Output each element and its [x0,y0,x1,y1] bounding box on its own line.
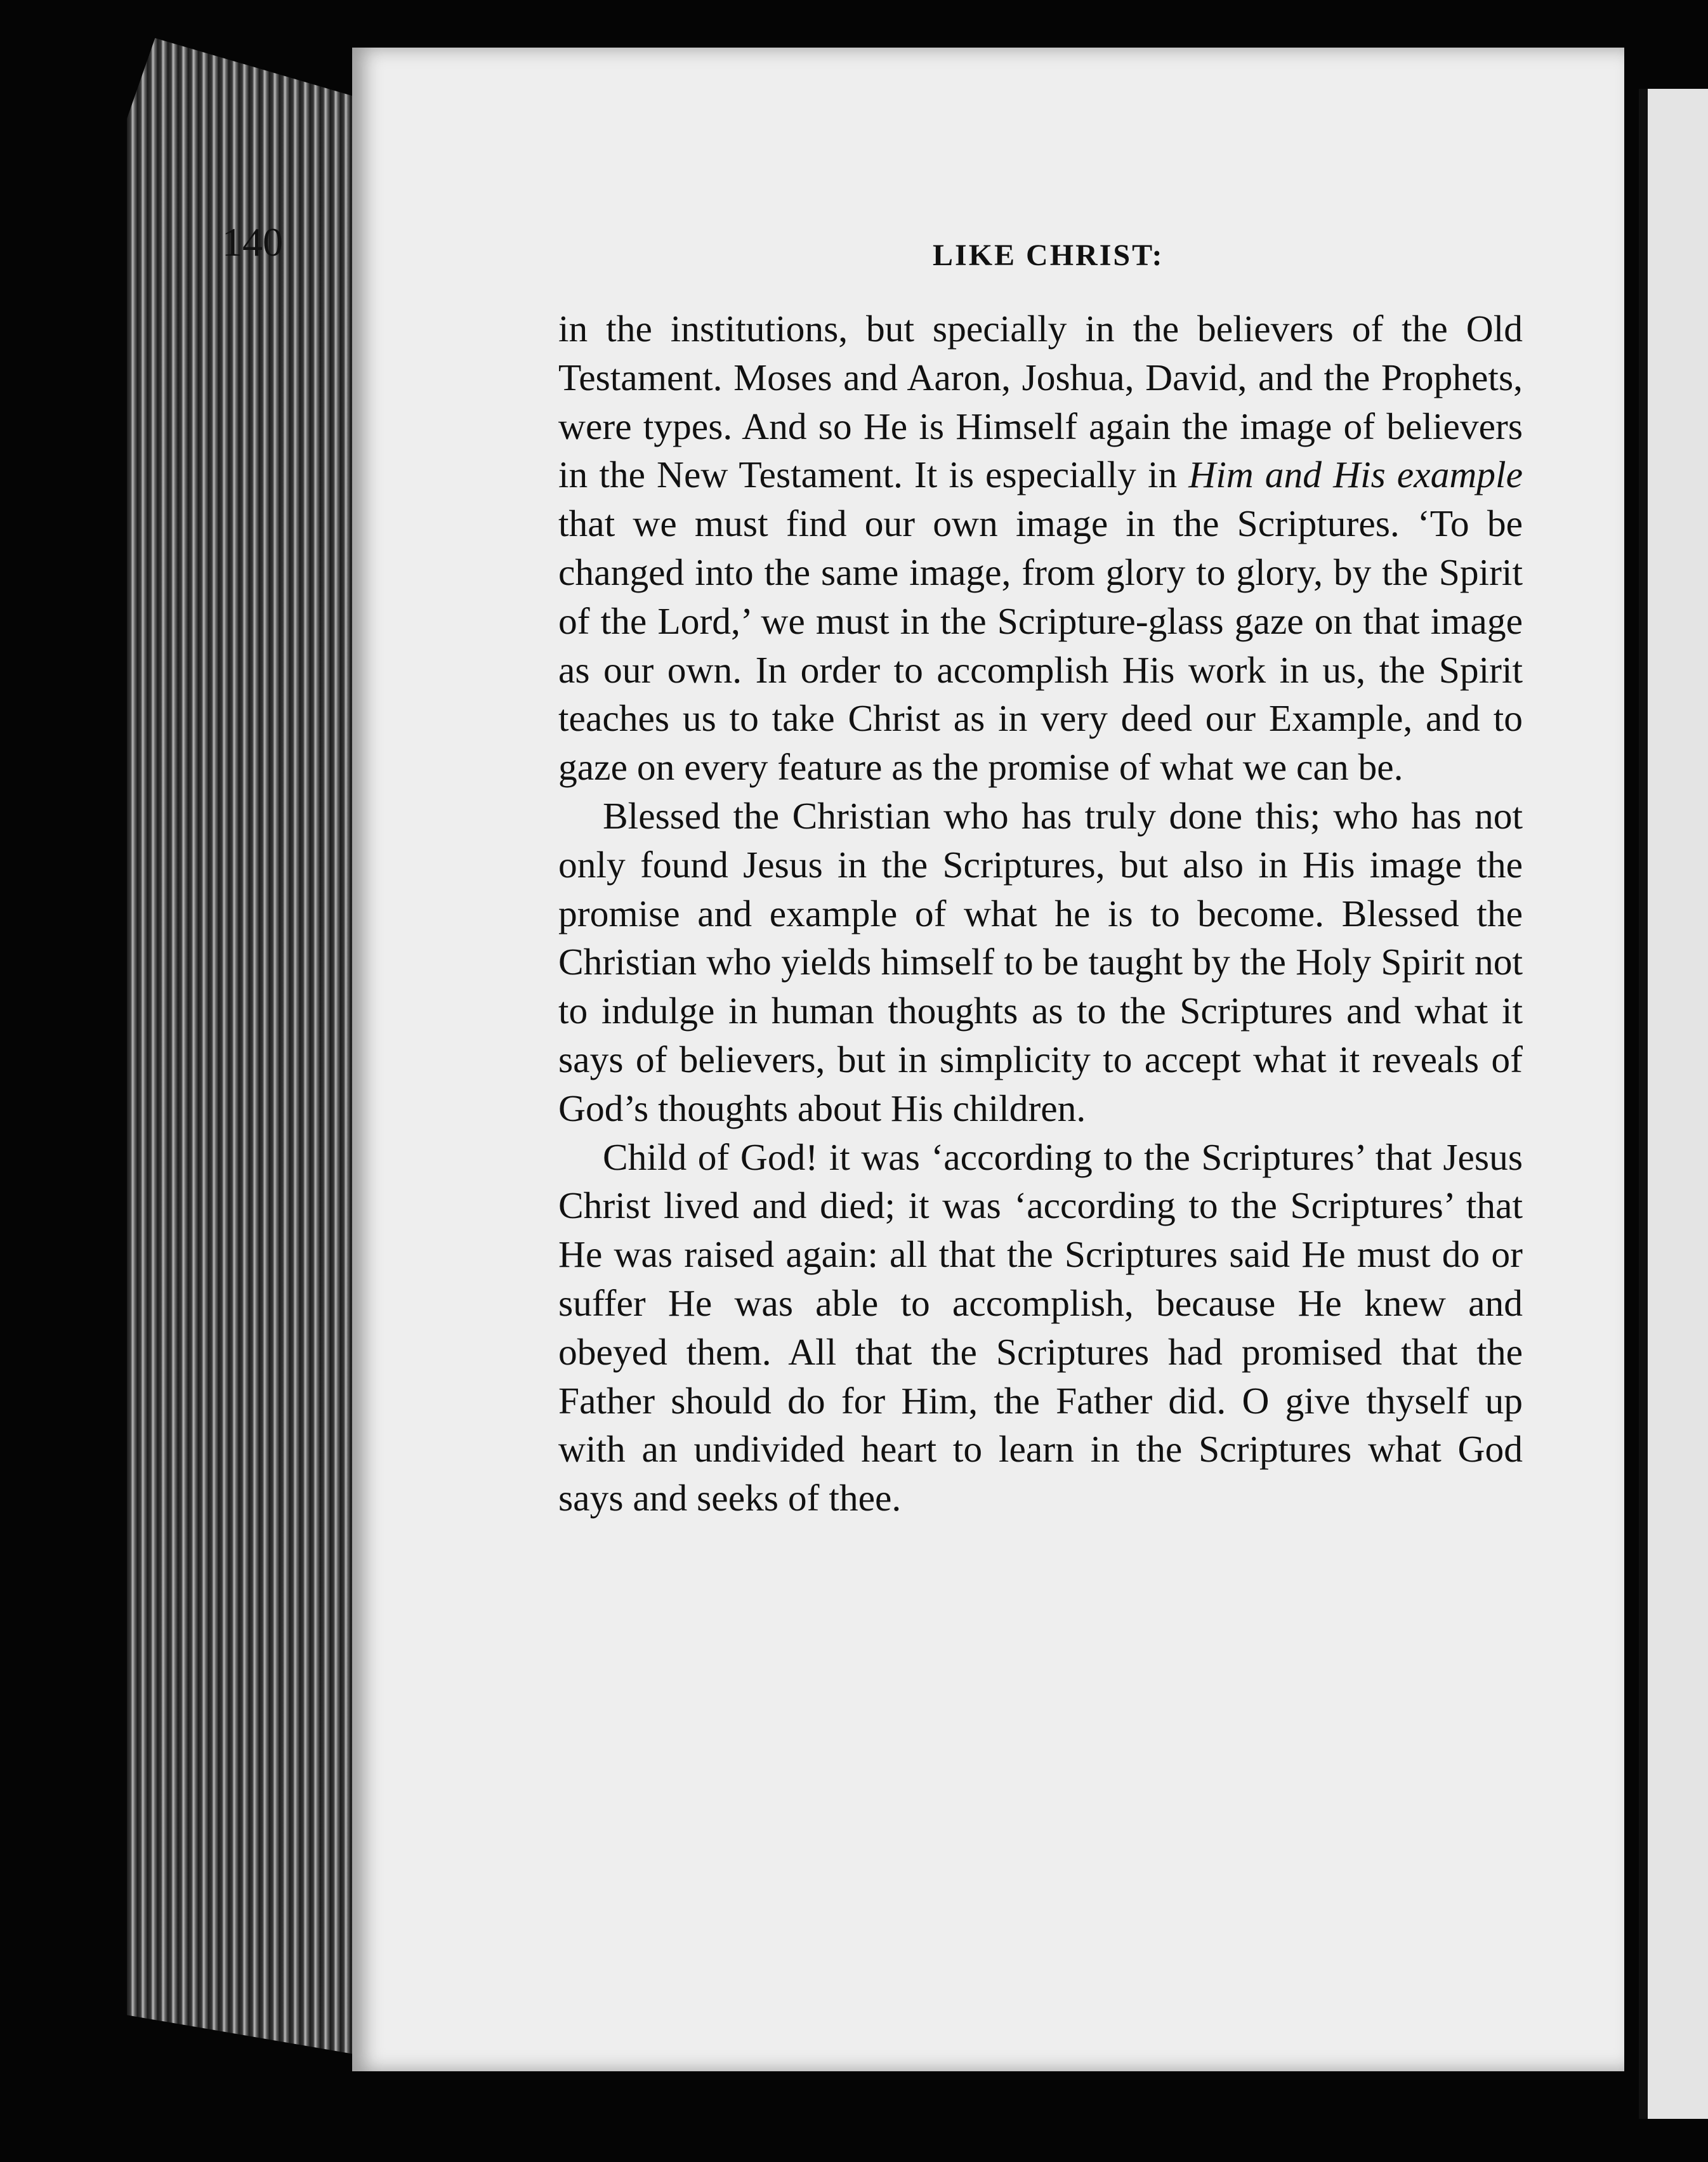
paragraph-3: Child of God! it was ‘according to the Scriptures’ that Jesus Christ lived and died; it was ‘according to the Scriptures’ that He was raised again: all that the Scriptures said He must do or suffer He was able to accomplish, because He knew and obeyed them. All that the Scriptures had promised that the Father should do for Him, the Father did. O give thyself up with an undivided heart to learn in the Scriptures what God says and seeks of thee. [558,1136,1523,1519]
body-text [558,305,1523,1523]
running-head-title: LIKE CHRIST: [933,239,1164,272]
paragraph-2: Blessed the Christian who has truly done this; who has not only found Jesus in the Scriptures, but also in His image the promise and example of what he is to become. Blessed the Christian who yields himself to be taught by the Holy Spirit not to indulge in human thoughts as to the Scriptures and what it says of believers, but in simplicity to accept what it reveals of God’s thoughts about His children. [558,794,1523,1129]
paragraph-1-text-a: in the institutions, but specially in the believers of the Old Testament. Moses and Aaron, Joshua, David, and the Prophets, were types. And so He is Himself again the image of believers in the New Testament. It is especially in [558,308,1523,496]
page-number: 140 [222,219,283,265]
paragraph-1-text-b: that we must find our own image in the Scriptures. ‘To be changed into the same image, from glory to glory, by the Spirit of the Lord,’ we must in the Scripture-glass gaze on that image as our own. In order to accomplish His work in us, the Spirit teaches us to take Christ as in very deed our Example, and to gaze on every feature as the promise of what we can be. [558,502,1523,789]
adjacent-page-edge [1639,89,1708,2119]
book-page-edges [127,38,362,2055]
paragraph-1 [558,305,1523,792]
paragraph-1-italic-phrase: Him and His example [1188,454,1523,496]
